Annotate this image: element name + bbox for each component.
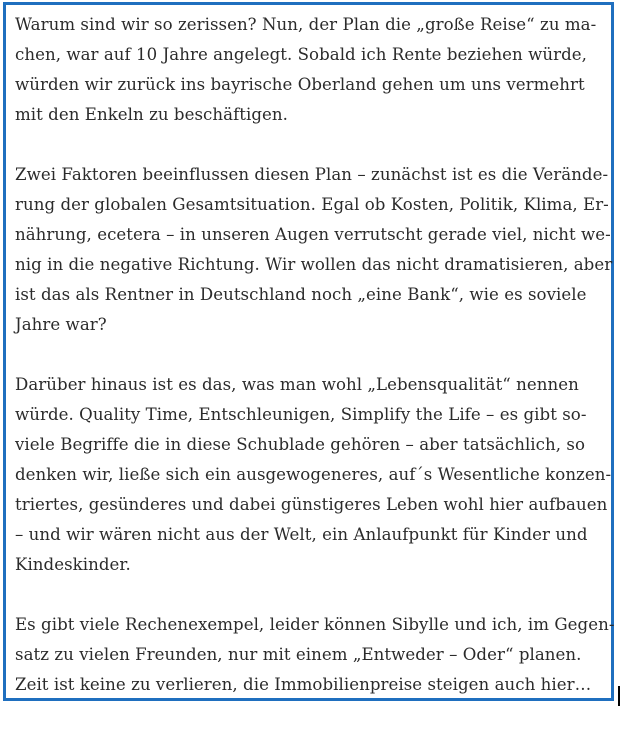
text-line: – und wir wären nicht aus der Welt, ein Anlaufpunkt für Kinder und [15,525,588,544]
text-line: Kindeskinder. [15,555,131,574]
text-line: viele Begriffe die in diese Schublade gehören – aber tatsächlich, so [15,435,586,454]
text-line: Zwei Faktoren beeinflussen diesen Plan – zunächst ist es die Verände- [15,165,609,184]
text-line: chen, war auf 10 Jahre angelegt. Sobald ich Rente beziehen würde, [15,45,587,64]
text-line: Jahre war? [15,315,107,334]
paragraph-1 [15,10,595,130]
text-line: mit den Enkeln zu beschäftigen. [15,105,288,124]
text-line: Darüber hinaus ist es das, was man wohl „Lebensqualität“ nennen [15,375,579,394]
paragraph-4 [15,610,615,700]
text-cursor [618,686,620,706]
text-line: denken wir, ließe sich ein ausgewogeneres, auf´s Wesentliche konzen- [15,465,612,484]
text-line: würden wir zurück ins bayrische Oberland gehen um uns vermehrt [15,75,585,94]
text-line: satz zu vielen Freunden, nur mit einem „Entweder – Oder“ planen. [15,645,582,664]
text-line: rung der globalen Gesamtsituation. Egal ob Kosten, Politik, Klima, Er- [15,195,609,214]
text-line: ist das als Rentner in Deutschland noch „eine Bank“, wie es soviele [15,285,587,304]
article-body [15,10,615,730]
text-line: würde. Quality Time, Entschleunigen, Simplify the Life – es gibt so- [15,405,587,424]
text-line: Es gibt viele Rechenexempel, leider können Sibylle und ich, im Gegen- [15,615,615,634]
text-line: Warum sind wir so zerissen? Nun, der Plan die „große Reise“ zu ma- [15,15,597,34]
text-line: Zeit ist keine zu verlieren, die Immobilienpreise steigen auch hier… [15,675,592,694]
text-line: triertes, gesünderes und dabei günstigeres Leben wohl hier aufbauen [15,495,608,514]
paragraph-3 [15,370,612,580]
paragraph-2 [15,160,613,340]
text-line: nig in die negative Richtung. Wir wollen das nicht dramatisieren, aber [15,255,613,274]
text-line: nährung, ecetera – in unseren Augen verrutscht gerade viel, nicht we- [15,225,611,244]
